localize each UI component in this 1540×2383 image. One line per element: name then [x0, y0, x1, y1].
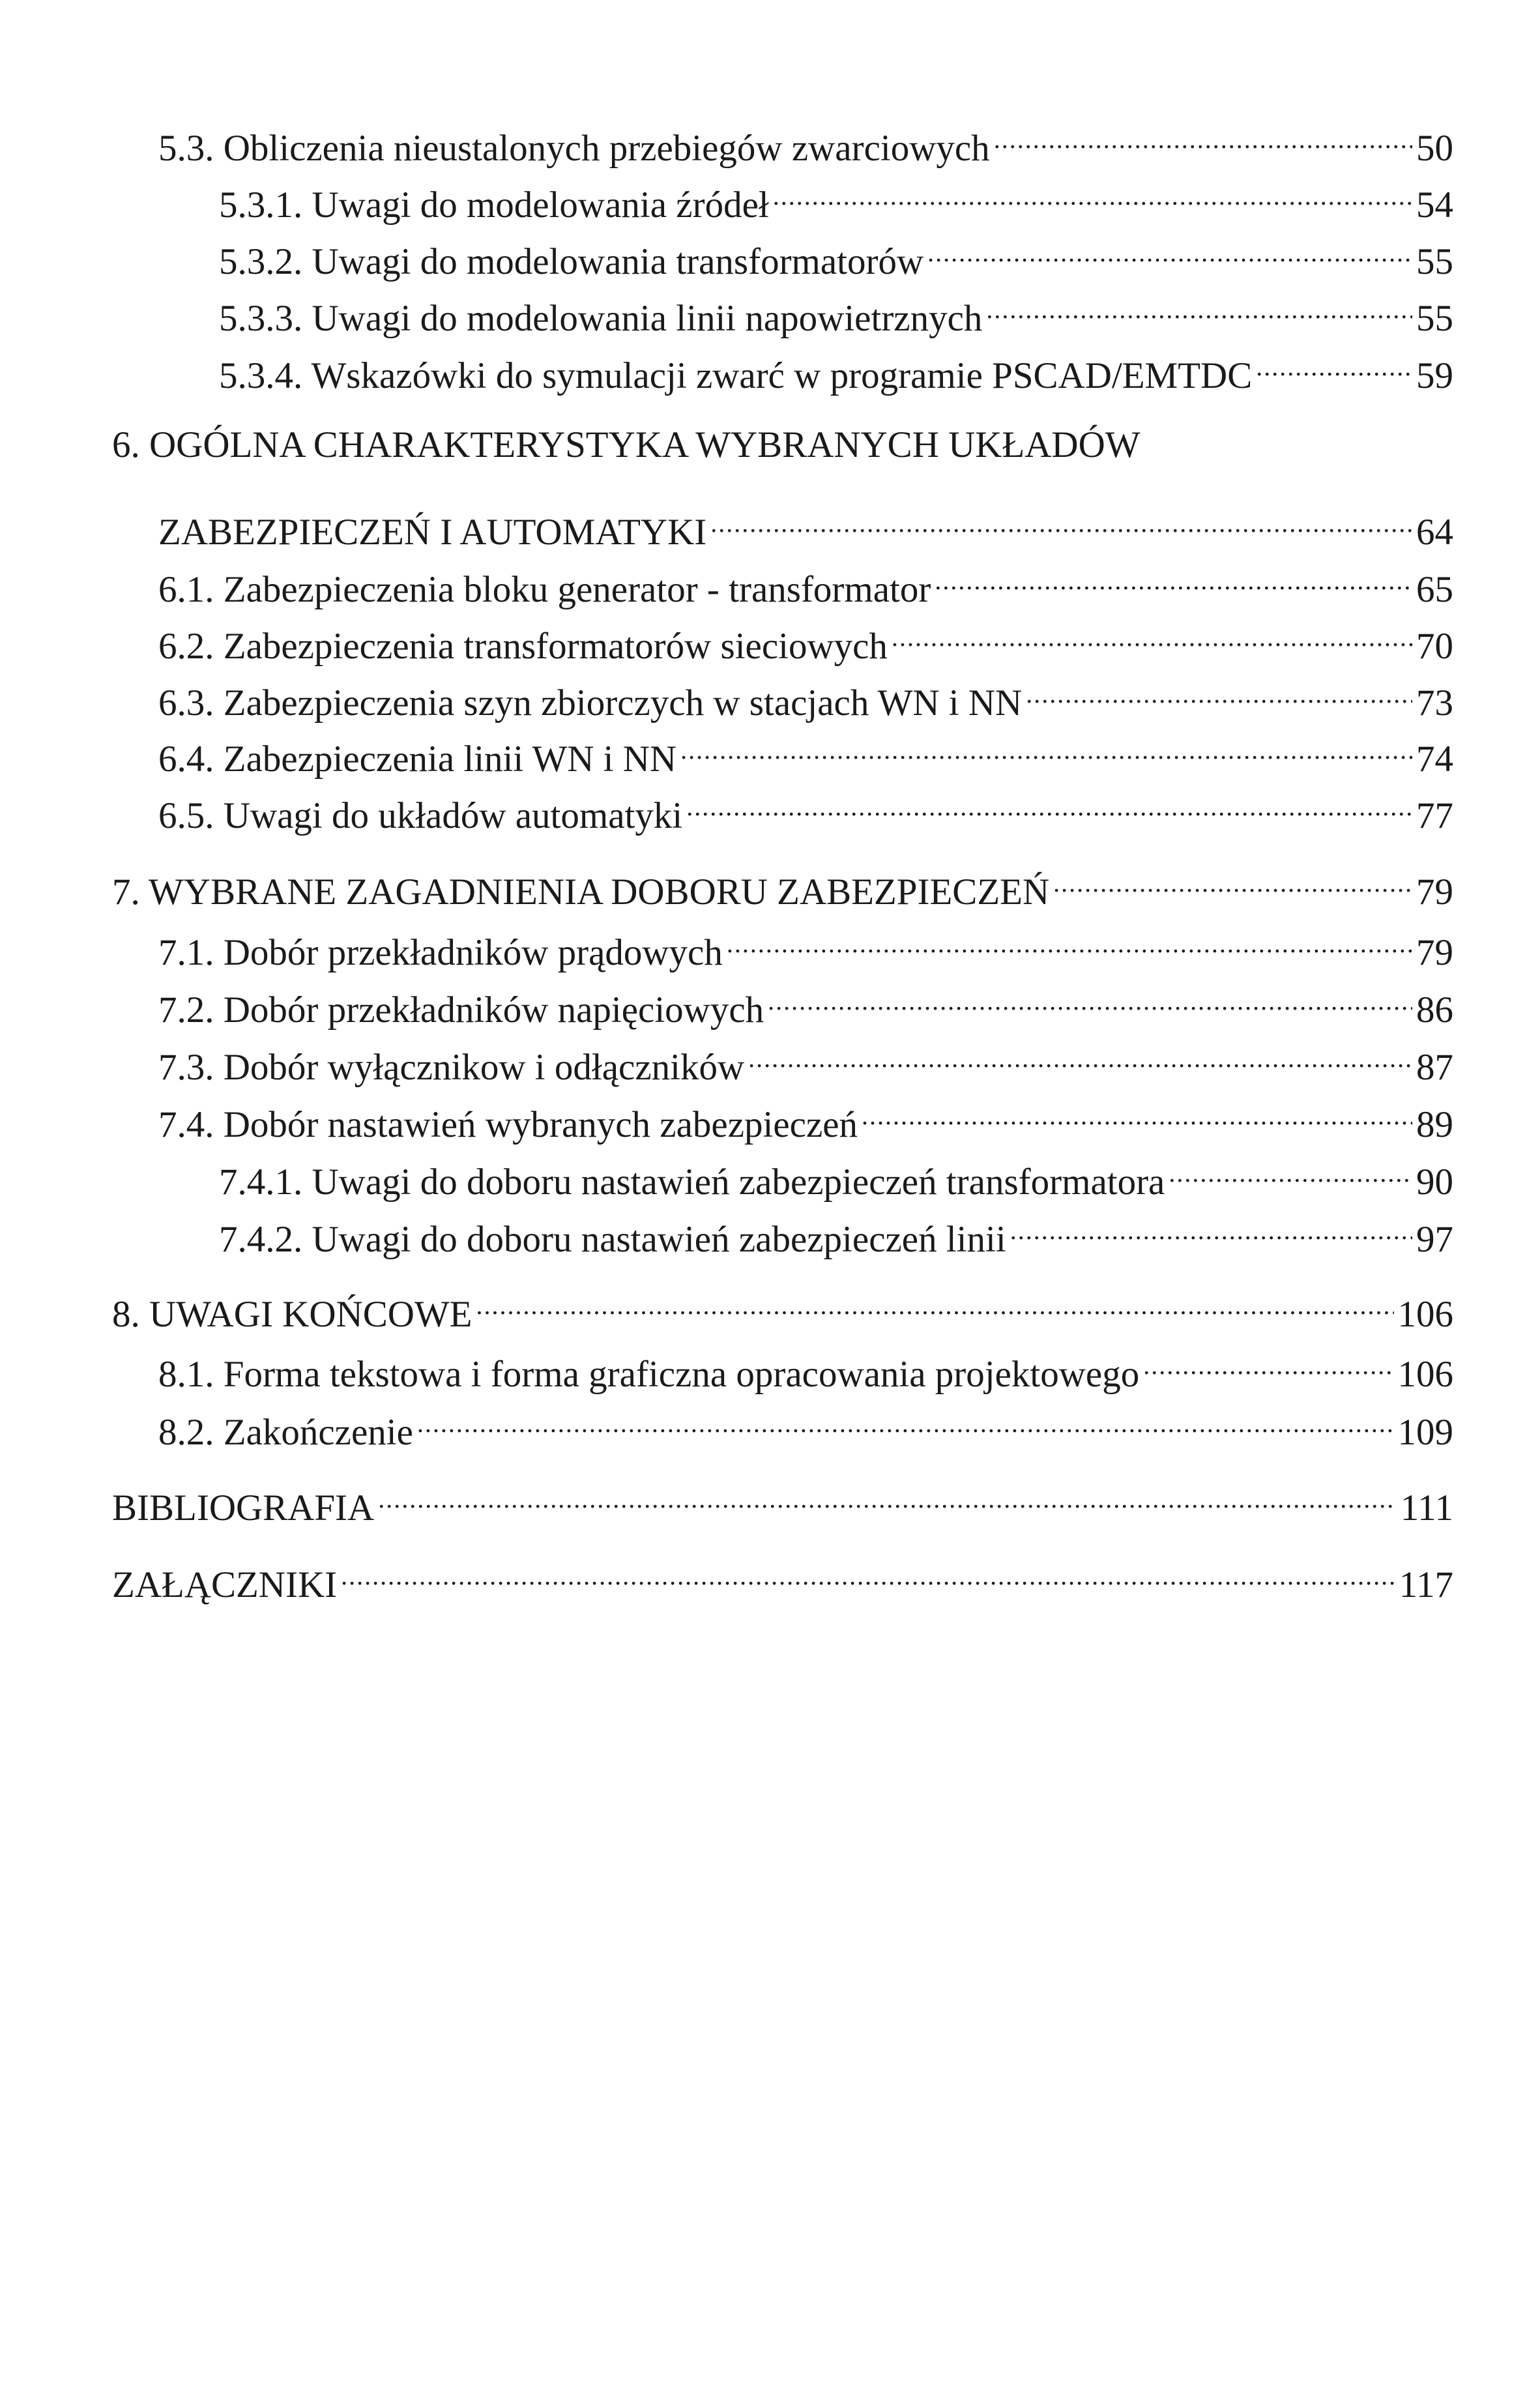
- toc-entry-6-3[interactable]: [158, 669, 1453, 724]
- toc-entry-7[interactable]: [112, 858, 1453, 913]
- toc-page-number: 64: [1416, 512, 1453, 553]
- toc-entry-5-3[interactable]: [158, 115, 1453, 169]
- dot-leader: [986, 285, 1412, 330]
- toc-entry-text: 7.2. Dobór przekładników napięciowych: [158, 989, 764, 1031]
- dot-leader: [341, 1551, 1395, 1597]
- toc-page-number: 111: [1400, 1487, 1453, 1528]
- toc-entry-6-5[interactable]: [158, 782, 1453, 836]
- toc-entry-appendices[interactable]: [112, 1551, 1453, 1605]
- toc-entry-5-3-2[interactable]: [219, 228, 1453, 282]
- toc-entry-text: 5.3.2. Uwagi do modelowania transformatorów: [219, 241, 924, 282]
- dot-leader: [935, 556, 1412, 602]
- toc-entry-6-1[interactable]: [158, 556, 1453, 610]
- toc-entry-text: 8. UWAGI KOŃCOWE: [112, 1294, 472, 1335]
- toc-entry-text: 5.3.3. Uwagi do modelowania linii napowietrznych: [219, 298, 983, 339]
- dot-leader: [1143, 1341, 1393, 1386]
- dot-leader: [686, 782, 1412, 828]
- toc-entry-text: 6.4. Zabezpieczenia linii WN i NN: [158, 738, 677, 780]
- toc-entry-7-1[interactable]: [158, 919, 1453, 973]
- toc-page-number: 79: [1416, 932, 1453, 973]
- toc-entry-7-4-2[interactable]: [219, 1206, 1453, 1260]
- toc-page-number: 70: [1416, 626, 1453, 667]
- toc-entry-8-2[interactable]: [158, 1399, 1453, 1453]
- toc-page-number: 55: [1416, 298, 1453, 339]
- dot-leader: [994, 115, 1412, 160]
- dot-leader: [927, 228, 1412, 274]
- toc-entry-8[interactable]: [112, 1281, 1453, 1335]
- toc-entry-7-4[interactable]: [158, 1091, 1453, 1145]
- toc-page-number: 79: [1416, 871, 1453, 913]
- toc-entry-5-3-3[interactable]: [219, 285, 1453, 339]
- toc-page-number: 77: [1416, 795, 1453, 836]
- toc-page-number: 55: [1416, 241, 1453, 282]
- dot-leader: [378, 1474, 1397, 1520]
- toc-page-number: 97: [1416, 1219, 1453, 1260]
- toc-entry-text: 7.4.2. Uwagi do doboru nastawień zabezpieczeń linii: [219, 1219, 1006, 1260]
- toc-entry-text: 7.4. Dobór nastawień wybranych zabezpieczeń: [158, 1104, 858, 1145]
- toc-entry-8-1[interactable]: [158, 1341, 1453, 1395]
- toc-page-number: 89: [1416, 1104, 1453, 1145]
- toc-entry-bibliography[interactable]: [112, 1474, 1453, 1528]
- toc-page-number: 59: [1416, 355, 1453, 396]
- dot-leader: [1026, 669, 1412, 715]
- toc-entry-text: ZAŁĄCZNIKI: [112, 1564, 338, 1605]
- toc-entry-7-2[interactable]: [158, 976, 1453, 1031]
- dot-leader: [710, 499, 1412, 544]
- toc-page-number: 106: [1397, 1354, 1453, 1395]
- dot-leader: [773, 171, 1412, 217]
- toc-page-number: 74: [1416, 738, 1453, 780]
- toc-entry-text: ZABEZPIECZEŃ I AUTOMATYKI: [158, 512, 707, 553]
- toc-entry-text: 7.1. Dobór przekładników prądowych: [158, 932, 723, 973]
- toc-page-number: 54: [1416, 184, 1453, 226]
- toc-entry-text: 6.2. Zabezpieczenia transformatorów sieciowych: [158, 626, 888, 667]
- toc-entry-6-4[interactable]: [158, 725, 1453, 780]
- toc-entry-text: 6. OGÓLNA CHARAKTERYSTYKA WYBRANYCH UKŁADÓW: [112, 424, 1140, 465]
- toc-entry-text: 5.3.1. Uwagi do modelowania źródeł: [219, 184, 769, 226]
- toc-entry-text: BIBLIOGRAFIA: [112, 1487, 375, 1528]
- toc-entry-6-continued[interactable]: [158, 499, 1453, 553]
- toc-entry-5-3-1[interactable]: [219, 171, 1453, 226]
- toc-entry-text: 7. WYBRANE ZAGADNIENIA DOBORU ZABEZPIECZEŃ: [112, 871, 1050, 913]
- toc-entry-text: 8.1. Forma tekstowa i forma graficzna opracowania projektowego: [158, 1354, 1140, 1395]
- dot-leader: [768, 976, 1412, 1022]
- dot-leader: [727, 919, 1412, 965]
- toc-entry-5-3-4[interactable]: [219, 342, 1453, 396]
- toc-entry-6-2[interactable]: [158, 613, 1453, 667]
- dot-leader: [892, 613, 1412, 658]
- toc-entry-text: 7.4.1. Uwagi do doboru nastawień zabezpieczeń transformatora: [219, 1162, 1165, 1203]
- dot-leader: [862, 1091, 1412, 1137]
- toc-page-number: 109: [1397, 1412, 1453, 1453]
- toc-heading-6[interactable]: [112, 422, 1140, 468]
- dot-leader: [476, 1281, 1394, 1326]
- toc-entry-text: 5.3. Obliczenia nieustalonych przebiegów zwarciowych: [158, 128, 990, 169]
- toc-entry-text: 6.3. Zabezpieczenia szyn zbiorczych w stacjach WN i NN: [158, 682, 1023, 724]
- dot-leader: [1169, 1148, 1412, 1194]
- toc-page-number: 90: [1416, 1162, 1453, 1203]
- toc-entry-text: 7.3. Dobór wyłącznikow i odłączników: [158, 1047, 745, 1088]
- toc-page-number: 65: [1416, 569, 1453, 610]
- toc-page-number: 86: [1416, 989, 1453, 1031]
- dot-leader: [680, 725, 1412, 771]
- dot-leader: [1053, 858, 1412, 904]
- toc-page-number: 117: [1399, 1564, 1453, 1605]
- toc-entry-text: 5.3.4. Wskazówki do symulacji zwarć w programie PSCAD/EMTDC: [219, 355, 1253, 396]
- toc-entry-text: 6.1. Zabezpieczenia bloku generator - transformator: [158, 569, 931, 610]
- dot-leader: [748, 1034, 1412, 1079]
- toc-page-number: 73: [1416, 682, 1453, 724]
- toc-page-number: 50: [1416, 128, 1453, 169]
- toc-page-number: 106: [1397, 1294, 1453, 1335]
- toc-entry-text: 8.2. Zakończenie: [158, 1412, 413, 1453]
- dot-leader: [417, 1399, 1394, 1444]
- toc-page-number: 87: [1416, 1047, 1453, 1088]
- toc-entry-text: 6.5. Uwagi do układów automatyki: [158, 795, 683, 836]
- toc-entry-7-3[interactable]: [158, 1034, 1453, 1088]
- dot-leader: [1010, 1206, 1412, 1251]
- dot-leader: [1256, 342, 1412, 388]
- toc-entry-7-4-1[interactable]: [219, 1148, 1453, 1203]
